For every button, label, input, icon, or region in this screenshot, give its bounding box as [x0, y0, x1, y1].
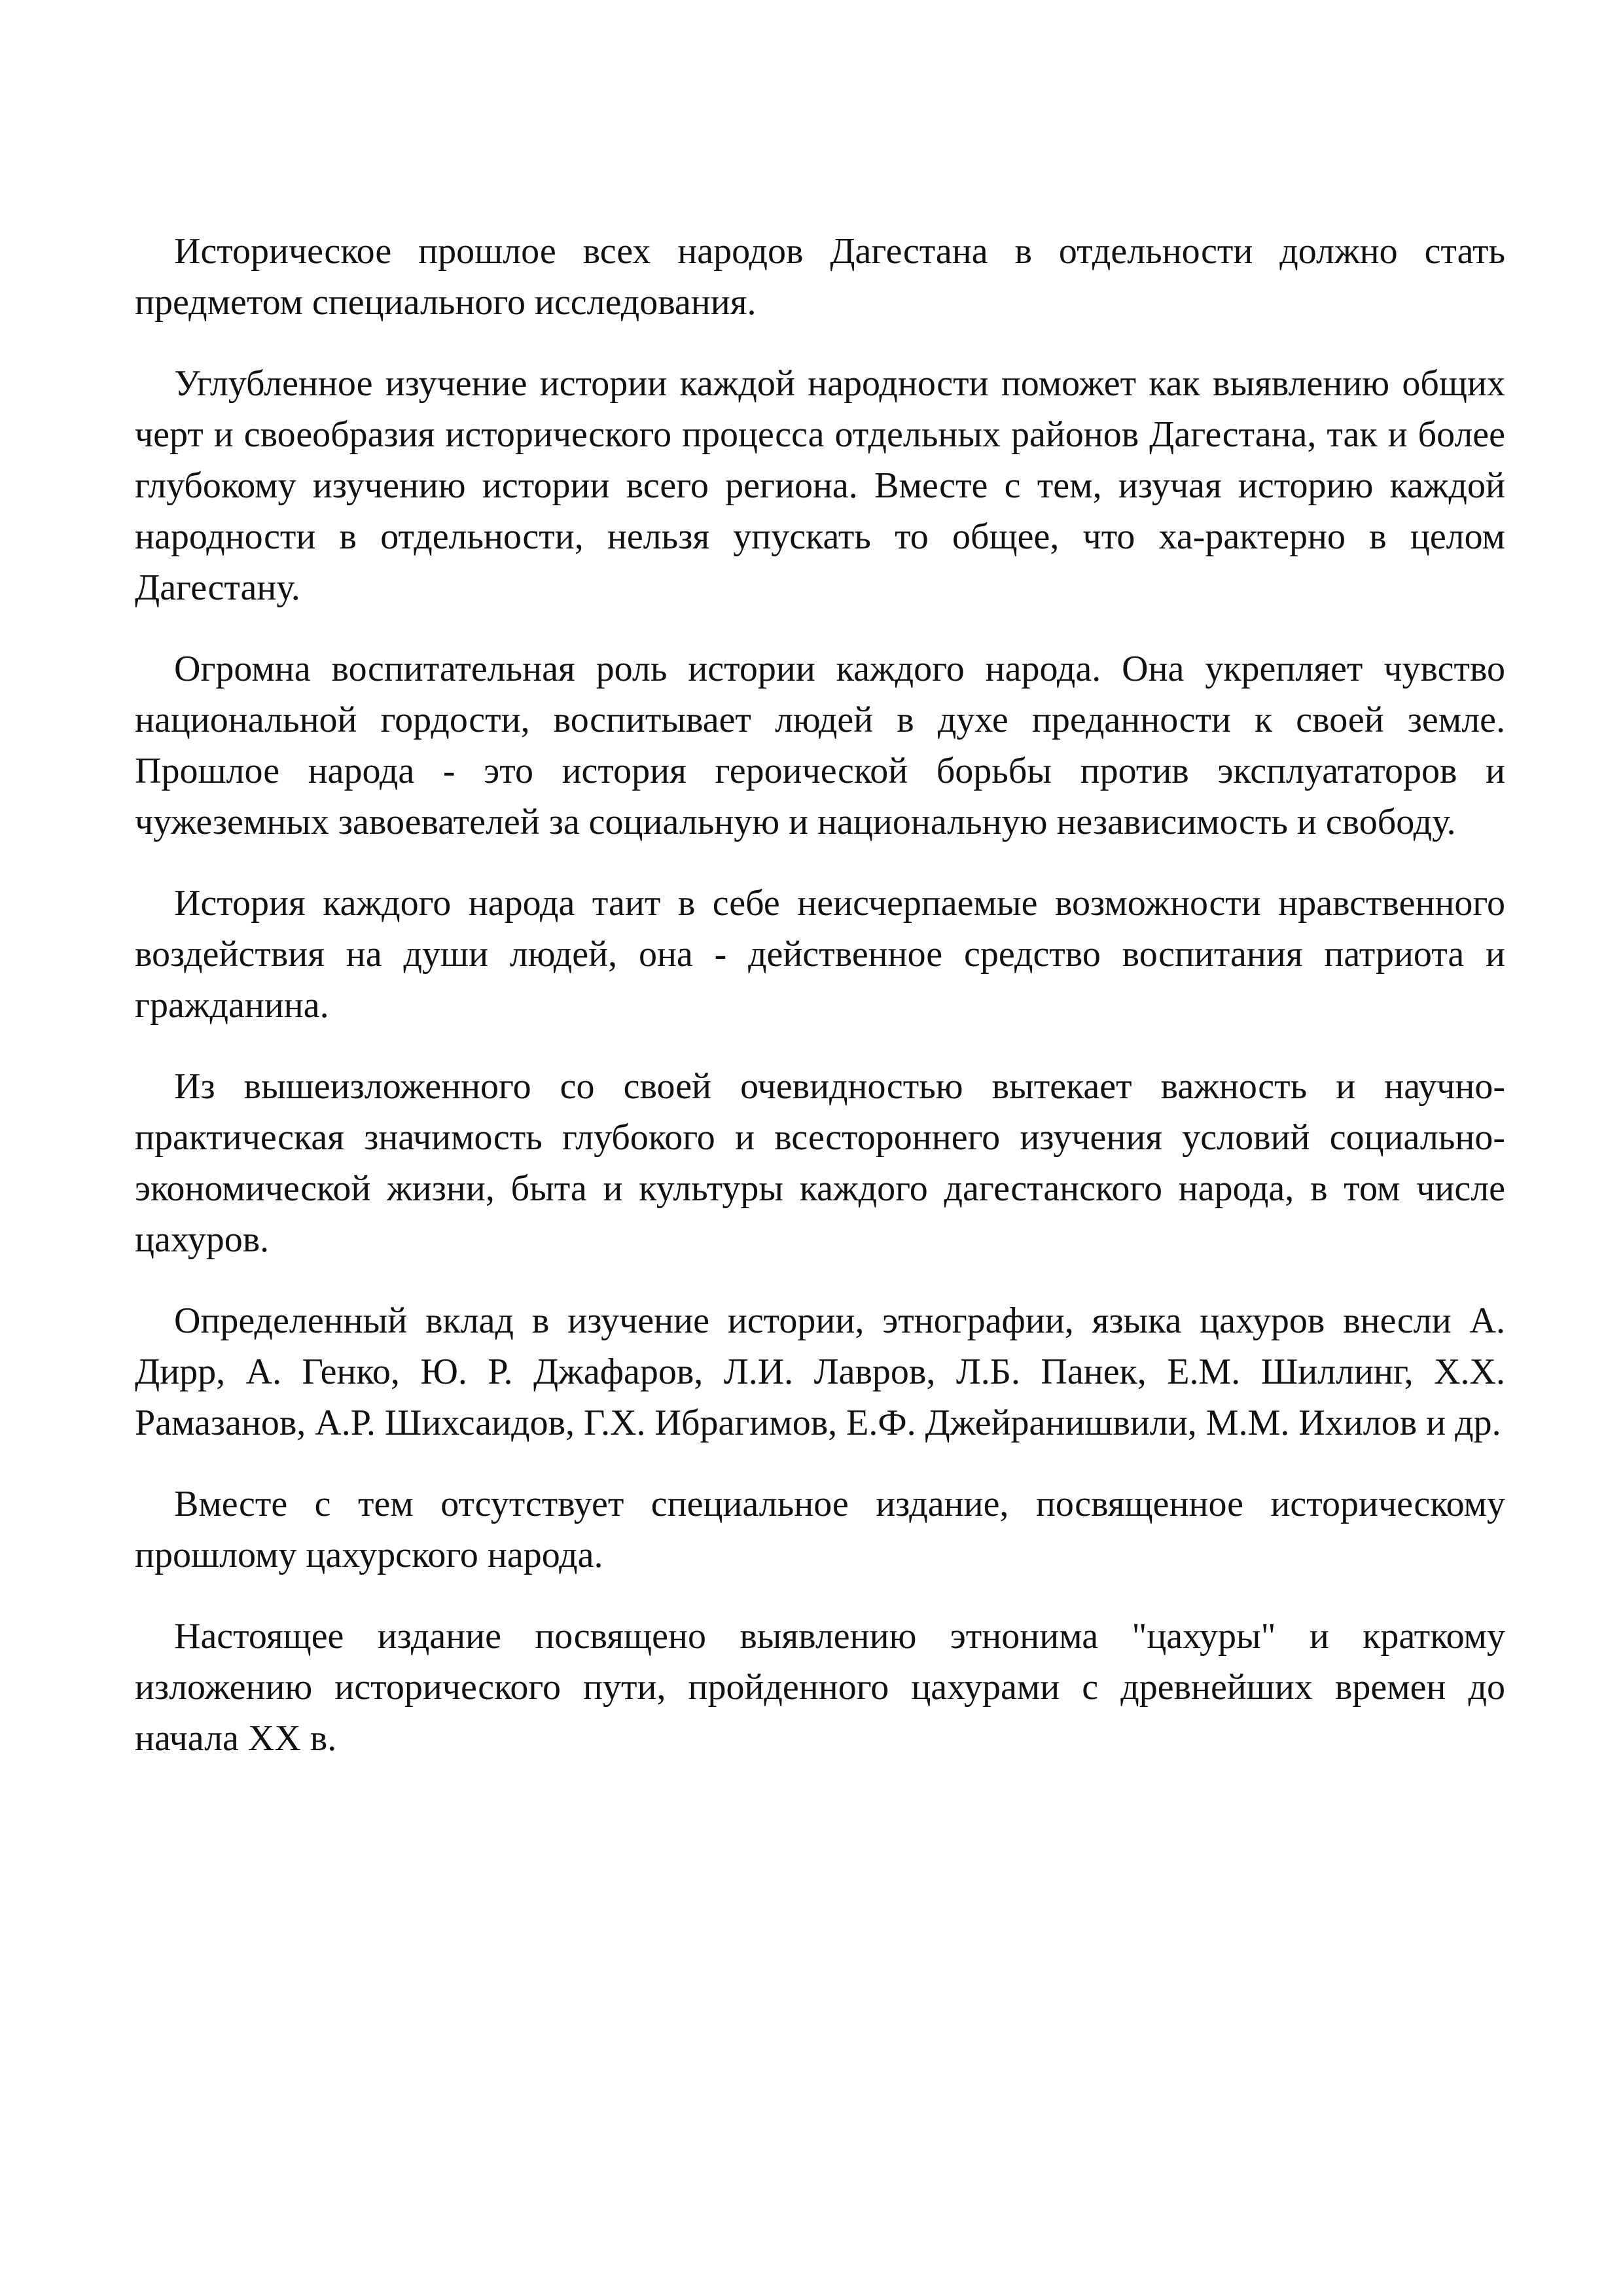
paragraph-2: Углубленное изучение истории каждой народности поможет как выявлению общих черт и своеобразия исторического процесса отдельных районов Дагестана, так и более глубокому изучению истории всего региона. Вместе с тем, изучая историю каждой народности в отдельности, нельзя упускать то общее, что ха-рактерно в целом Дагестану.	[135, 363, 1505, 608]
paragraph-4: История каждого народа таит в себе неисчерпаемые возможности нравственного воздействия на души людей, она - действенное средство воспитания патриота и гражданина.	[135, 883, 1505, 1026]
document-body	[135, 226, 1505, 1794]
paragraph-6: Определенный вклад в изучение истории, этнографии, языка цахуров внесли А. Дирр, А. Генко, Ю. Р. Джафаров, Л.И. Лавров, Л.Б. Панек, Е.М. Шиллинг, Х.Х. Рамазанов, А.Р. Шихсаидов, Г.Х. Ибрагимов, Е.Ф. Джейранишвили, М.М. Ихилов и др.	[135, 1300, 1505, 1443]
paragraph-5: Из вышеизложенного со своей очевидностью вытекает важность и научно-практическая значимость глубокого и всестороннего изучения условий социально-экономической жизни, быта и культуры каждого дагестанского народа, в том числе цахуров.	[135, 1066, 1505, 1260]
paragraph-1: Историческое прошлое всех народов Дагестана в отдельности должно стать предметом специального исследования.	[135, 231, 1505, 323]
paragraph-8: Настоящее издание посвящено выявлению этнонима "цахуры" и краткому изложению исторического пути, пройденного цахурами с древнейших времен до начала XX в.	[135, 1616, 1505, 1759]
paragraph-3: Огромна воспитательная роль истории каждого народа. Она укрепляет чувство национальной гордости, воспитывает людей в духе преданности к своей земле. Прошлое народа - это история героической борьбы против эксплуататоров и чужеземных завоевателей за социальную и национальную независимость и свободу.	[135, 649, 1505, 842]
paragraph-7: Вместе с тем отсутствует специальное издание, посвященное историческому прошлому цахурского народа.	[135, 1484, 1505, 1575]
